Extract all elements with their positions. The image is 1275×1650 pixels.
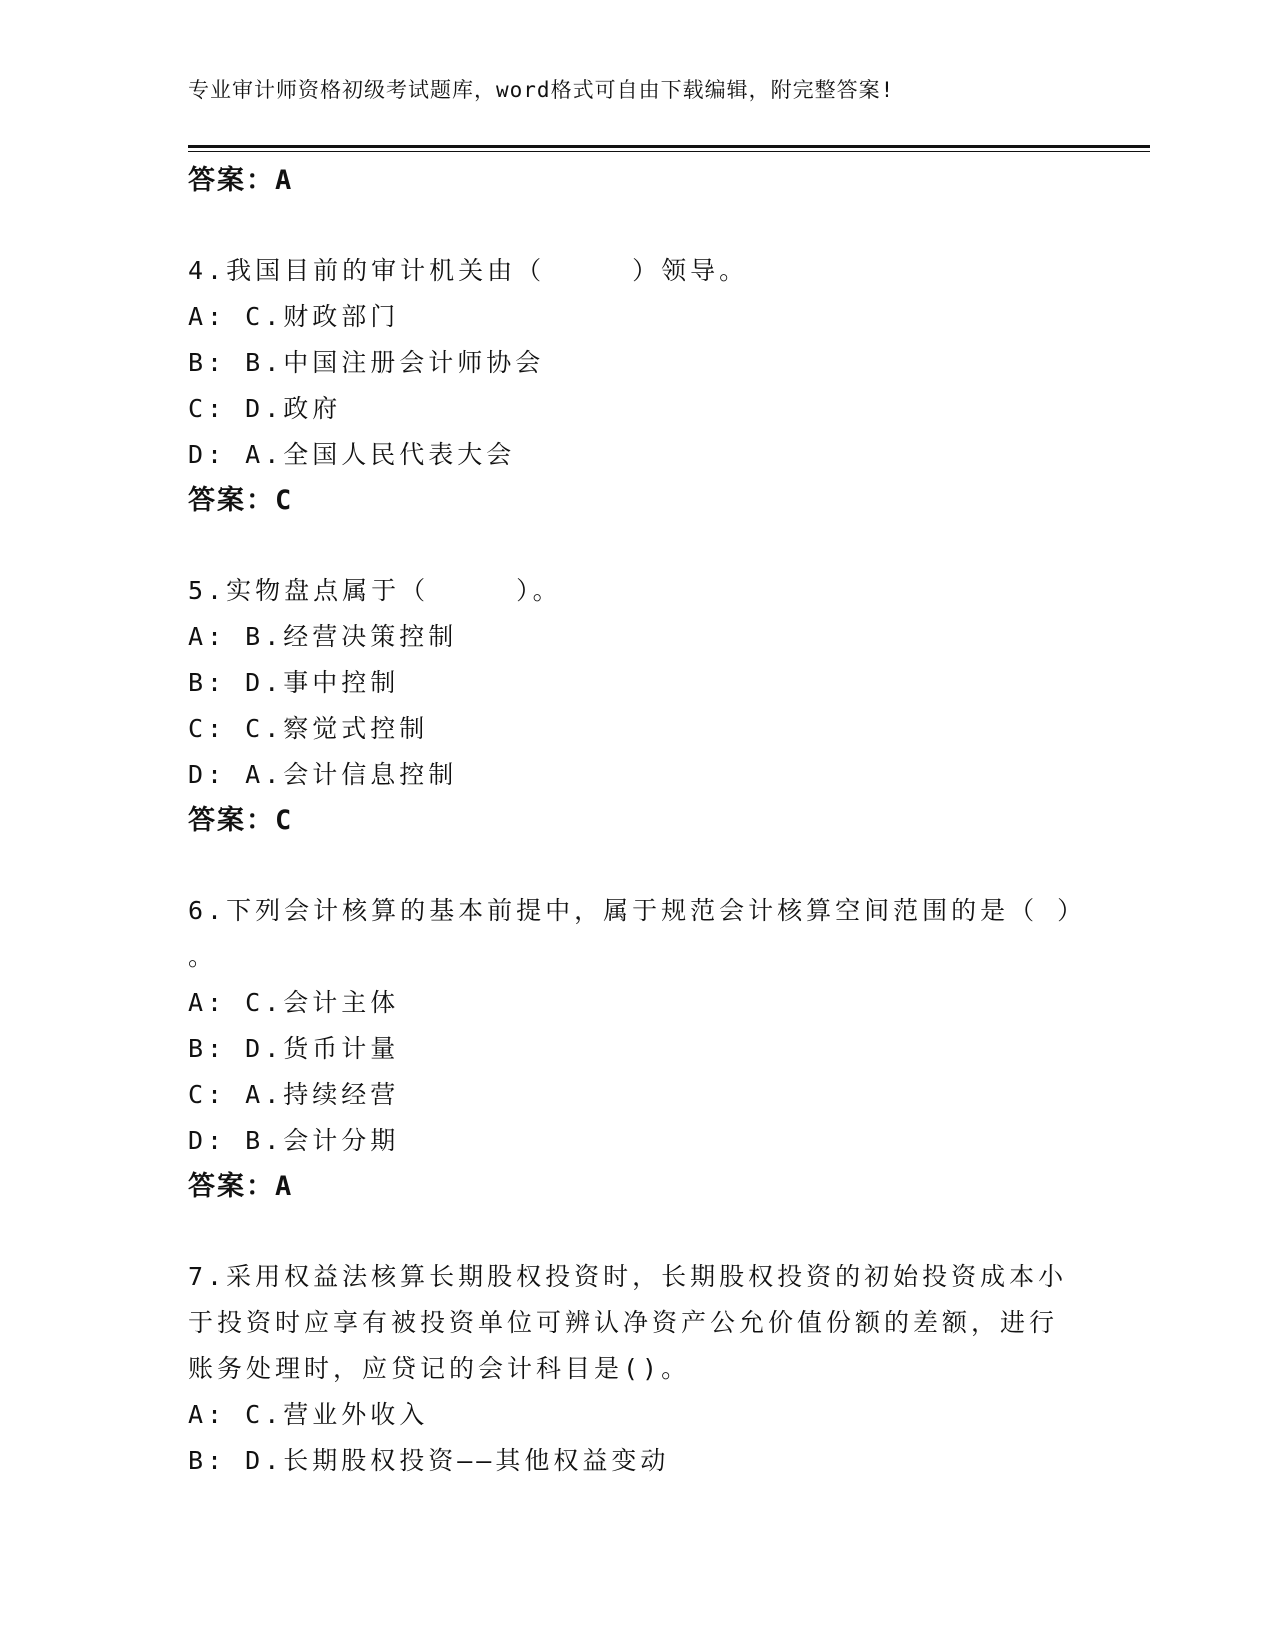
question-stem: 5.实物盘点属于（ ）。 [188,576,562,605]
option-a: A: C.会计主体 [188,988,400,1017]
option-d: D: A.全国人民代表大会 [188,440,516,469]
option-b: B: D.货币计量 [188,1034,400,1063]
question-7 [188,1254,1088,1484]
question-stem: 6.下列会计核算的基本前提中，属于规范会计核算空间范围的是（ ） [188,896,1087,925]
question-4 [188,248,1088,524]
header-rule-thick [188,145,1150,148]
question-stem: 7.采用权益法核算长期股权投资时，长期股权投资的初始投资成本小于投资时应享有被投资单位可辨认净资产公允价值份额的差额，进行账务处理时，应贷记的会计科目是()。 [188,1262,1068,1383]
option-b: B: D.事中控制 [188,668,400,697]
page-header: 专业审计师资格初级考试题库，word格式可自由下载编辑，附完整答案! [188,78,895,102]
question-stem-continuation: 。 [188,942,218,971]
option-a: A: C.财政部门 [188,302,400,331]
option-c: C: C.察觉式控制 [188,714,429,743]
answer-line: 答案：C [188,485,294,516]
answer-line: 答案：A [188,165,294,196]
option-a: A: B.经营决策控制 [188,622,458,651]
question-5 [188,568,1088,844]
option-a: A: C.营业外收入 [188,1400,429,1429]
question-6 [188,888,1088,1210]
document-body [188,158,1088,1484]
option-b: B: D.长期股权投资——其他权益变动 [188,1446,670,1475]
option-d: D: B.会计分期 [188,1126,400,1155]
answer-line: 答案：C [188,805,294,836]
option-b: B: B.中国注册会计师协会 [188,348,545,377]
answer-line: 答案：A [188,1171,294,1202]
option-d: D: A.会计信息控制 [188,760,458,789]
option-c: C: D.政府 [188,394,342,423]
option-c: C: A.持续经营 [188,1080,400,1109]
header-rule-thin [188,151,1150,152]
question-stem: 4.我国目前的审计机关由（ ）领导。 [188,256,749,285]
